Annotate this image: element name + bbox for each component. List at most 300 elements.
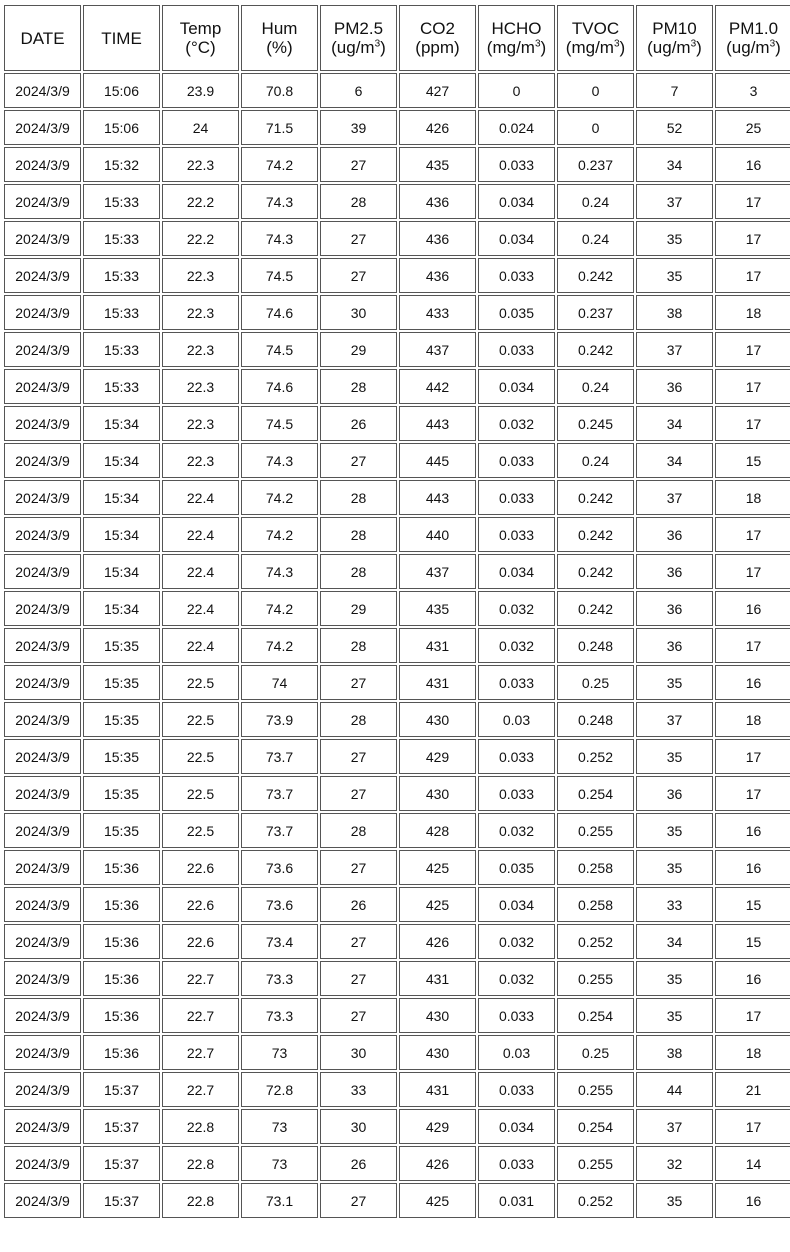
table-cell: 22.4 — [162, 554, 239, 589]
table-cell: 22.5 — [162, 739, 239, 774]
table-cell: 0.242 — [557, 258, 634, 293]
table-cell: 0.034 — [478, 369, 555, 404]
table-cell: 0.032 — [478, 813, 555, 848]
table-cell: 22.2 — [162, 184, 239, 219]
table-row — [4, 628, 790, 663]
table-cell: 15:36 — [83, 998, 160, 1033]
unit-exponent: 3 — [769, 38, 776, 50]
column-header-name: HCHO — [491, 19, 542, 38]
table-cell: 431 — [399, 665, 476, 700]
table-cell: 431 — [399, 628, 476, 663]
table-cell: 2024/3/9 — [4, 887, 81, 922]
unit-text: (ug/m — [331, 38, 375, 57]
table-cell: 27 — [320, 739, 397, 774]
unit-text: (%) — [266, 38, 293, 57]
table-cell: 442 — [399, 369, 476, 404]
table-cell: 15:35 — [83, 628, 160, 663]
table-cell: 30 — [320, 1035, 397, 1070]
table-cell: 443 — [399, 480, 476, 515]
table-cell: 15 — [715, 443, 790, 478]
table-cell: 34 — [636, 147, 713, 182]
table-cell: 21 — [715, 1072, 790, 1107]
table-cell: 15:35 — [83, 739, 160, 774]
column-header — [83, 5, 160, 71]
table-cell: 2024/3/9 — [4, 924, 81, 959]
table-header-row — [4, 5, 790, 71]
table-cell: 24 — [162, 110, 239, 145]
table-cell: 17 — [715, 1109, 790, 1144]
table-cell: 15:32 — [83, 147, 160, 182]
table-cell: 34 — [636, 924, 713, 959]
table-cell: 15:34 — [83, 554, 160, 589]
table-cell: 0.033 — [478, 517, 555, 552]
table-cell: 18 — [715, 1035, 790, 1070]
table-cell: 22.7 — [162, 1072, 239, 1107]
table-cell: 15:37 — [83, 1146, 160, 1181]
table-cell: 36 — [636, 591, 713, 626]
table-cell: 435 — [399, 591, 476, 626]
table-cell: 22.4 — [162, 591, 239, 626]
column-header-name: TIME — [101, 28, 142, 48]
table-cell: 22.3 — [162, 258, 239, 293]
column-header — [557, 5, 634, 71]
table-cell: 74.2 — [241, 517, 318, 552]
table-cell: 2024/3/9 — [4, 591, 81, 626]
column-header-name: PM10 — [652, 19, 697, 38]
table-cell: 426 — [399, 924, 476, 959]
table-cell: 37 — [636, 480, 713, 515]
table-cell: 15:36 — [83, 924, 160, 959]
table-cell: 0.033 — [478, 147, 555, 182]
table-cell: 25 — [715, 110, 790, 145]
table-cell: 17 — [715, 739, 790, 774]
table-cell: 38 — [636, 1035, 713, 1070]
table-row — [4, 739, 790, 774]
table-cell: 15:35 — [83, 702, 160, 737]
table-cell: 15:06 — [83, 73, 160, 108]
table-cell: 0.033 — [478, 480, 555, 515]
table-cell: 2024/3/9 — [4, 147, 81, 182]
column-header-name: TVOC — [571, 19, 620, 38]
table-cell: 15:36 — [83, 1035, 160, 1070]
table-cell: 35 — [636, 961, 713, 996]
table-cell: 74.5 — [241, 332, 318, 367]
table-cell: 27 — [320, 1183, 397, 1218]
table-cell: 17 — [715, 998, 790, 1033]
table-cell: 0.034 — [478, 554, 555, 589]
table-cell: 2024/3/9 — [4, 73, 81, 108]
table-cell: 2024/3/9 — [4, 739, 81, 774]
table-row — [4, 665, 790, 700]
table-cell: 15:33 — [83, 295, 160, 330]
table-cell: 3 — [715, 73, 790, 108]
table-cell: 74.5 — [241, 406, 318, 441]
unit-close: ) — [540, 38, 547, 57]
table-cell: 2024/3/9 — [4, 110, 81, 145]
table-cell: 74.6 — [241, 369, 318, 404]
table-cell: 0.237 — [557, 147, 634, 182]
table-cell: 27 — [320, 443, 397, 478]
table-cell: 22.4 — [162, 517, 239, 552]
column-header-unit — [400, 38, 475, 57]
table-cell: 26 — [320, 887, 397, 922]
table-cell: 0.033 — [478, 665, 555, 700]
table-cell: 22.7 — [162, 998, 239, 1033]
table-cell: 445 — [399, 443, 476, 478]
table-row — [4, 1109, 790, 1144]
table-cell: 425 — [399, 850, 476, 885]
table-cell: 0.252 — [557, 1183, 634, 1218]
table-cell: 430 — [399, 776, 476, 811]
table-row — [4, 184, 790, 219]
table-cell: 37 — [636, 702, 713, 737]
unit-text: (mg/m — [565, 38, 614, 57]
table-cell: 35 — [636, 813, 713, 848]
table-cell: 0.255 — [557, 1146, 634, 1181]
table-cell: 22.4 — [162, 480, 239, 515]
table-cell: 73.3 — [241, 961, 318, 996]
unit-close: ) — [696, 38, 702, 57]
table-cell: 440 — [399, 517, 476, 552]
table-cell: 37 — [636, 332, 713, 367]
table-cell: 429 — [399, 1109, 476, 1144]
table-cell: 0.032 — [478, 406, 555, 441]
table-cell: 30 — [320, 295, 397, 330]
table-cell: 15 — [715, 924, 790, 959]
table-cell: 36 — [636, 554, 713, 589]
table-cell: 28 — [320, 184, 397, 219]
table-cell: 0.237 — [557, 295, 634, 330]
table-cell: 0.254 — [557, 998, 634, 1033]
table-cell: 17 — [715, 221, 790, 256]
column-header — [636, 5, 713, 71]
table-cell: 0.033 — [478, 1146, 555, 1181]
table-cell: 16 — [715, 850, 790, 885]
table-cell: 0.032 — [478, 961, 555, 996]
table-cell: 425 — [399, 1183, 476, 1218]
table-cell: 37 — [636, 1109, 713, 1144]
table-cell: 27 — [320, 776, 397, 811]
unit-close: ) — [775, 38, 781, 57]
table-cell: 22.5 — [162, 776, 239, 811]
table-row — [4, 1183, 790, 1218]
unit-close: ) — [380, 38, 386, 57]
column-header — [4, 5, 81, 71]
table-cell: 2024/3/9 — [4, 184, 81, 219]
table-cell: 22.2 — [162, 221, 239, 256]
table-cell: 0.242 — [557, 332, 634, 367]
table-cell: 73 — [241, 1146, 318, 1181]
table-cell: 436 — [399, 221, 476, 256]
table-cell: 18 — [715, 295, 790, 330]
table-cell: 15:37 — [83, 1109, 160, 1144]
table-cell: 22.7 — [162, 1035, 239, 1070]
unit-text: (ug/m — [647, 38, 691, 57]
table-cell: 0.032 — [478, 591, 555, 626]
table-cell: 35 — [636, 739, 713, 774]
table-cell: 70.8 — [241, 73, 318, 108]
table-cell: 0.248 — [557, 628, 634, 663]
table-cell: 28 — [320, 480, 397, 515]
column-header-unit — [716, 38, 790, 57]
table-cell: 0.245 — [557, 406, 634, 441]
table-cell: 74.3 — [241, 221, 318, 256]
table-cell: 2024/3/9 — [4, 776, 81, 811]
table-cell: 28 — [320, 813, 397, 848]
column-header-unit — [321, 38, 396, 57]
table-cell: 15:36 — [83, 850, 160, 885]
table-cell: 0.258 — [557, 850, 634, 885]
table-cell: 0.03 — [478, 1035, 555, 1070]
table-row — [4, 73, 790, 108]
table-cell: 0 — [557, 110, 634, 145]
table-cell: 0.242 — [557, 554, 634, 589]
table-cell: 22.4 — [162, 628, 239, 663]
column-header-unit — [558, 38, 633, 57]
sensor-readings-sheet — [2, 3, 788, 1220]
table-row — [4, 591, 790, 626]
table-cell: 27 — [320, 924, 397, 959]
table-cell: 15:34 — [83, 406, 160, 441]
table-cell: 15:33 — [83, 258, 160, 293]
column-header — [241, 5, 318, 71]
table-row — [4, 1072, 790, 1107]
table-cell: 0.033 — [478, 739, 555, 774]
table-cell: 430 — [399, 1035, 476, 1070]
table-cell: 35 — [636, 665, 713, 700]
table-cell: 0.258 — [557, 887, 634, 922]
table-cell: 74.3 — [241, 184, 318, 219]
table-cell: 15:34 — [83, 480, 160, 515]
table-cell: 18 — [715, 702, 790, 737]
column-header — [478, 5, 555, 71]
table-cell: 2024/3/9 — [4, 369, 81, 404]
table-row — [4, 887, 790, 922]
table-cell: 16 — [715, 591, 790, 626]
table-cell: 2024/3/9 — [4, 702, 81, 737]
table-cell: 22.3 — [162, 295, 239, 330]
table-cell: 0 — [478, 73, 555, 108]
table-cell: 2024/3/9 — [4, 998, 81, 1033]
table-cell: 2024/3/9 — [4, 961, 81, 996]
table-cell: 2024/3/9 — [4, 850, 81, 885]
table-cell: 0.254 — [557, 776, 634, 811]
table-row — [4, 813, 790, 848]
table-cell: 34 — [636, 406, 713, 441]
unit-exponent: 3 — [534, 38, 541, 50]
table-cell: 22.6 — [162, 850, 239, 885]
table-row — [4, 776, 790, 811]
table-cell: 2024/3/9 — [4, 1109, 81, 1144]
column-header — [162, 5, 239, 71]
table-cell: 22.3 — [162, 147, 239, 182]
table-cell: 73.7 — [241, 739, 318, 774]
table-cell: 74.2 — [241, 628, 318, 663]
table-cell: 2024/3/9 — [4, 443, 81, 478]
table-cell: 18 — [715, 480, 790, 515]
table-cell: 16 — [715, 1183, 790, 1218]
table-cell: 0.255 — [557, 813, 634, 848]
table-cell: 0.242 — [557, 480, 634, 515]
table-cell: 52 — [636, 110, 713, 145]
table-cell: 2024/3/9 — [4, 221, 81, 256]
table-cell: 16 — [715, 813, 790, 848]
column-header-unit — [479, 38, 554, 57]
table-cell: 15:35 — [83, 813, 160, 848]
table-cell: 28 — [320, 517, 397, 552]
column-header-name: CO2 — [420, 19, 455, 38]
table-row — [4, 258, 790, 293]
table-cell: 74.2 — [241, 591, 318, 626]
table-cell: 0.24 — [557, 184, 634, 219]
table-cell: 17 — [715, 628, 790, 663]
table-cell: 425 — [399, 887, 476, 922]
table-cell: 2024/3/9 — [4, 665, 81, 700]
table-row — [4, 147, 790, 182]
table-cell: 2024/3/9 — [4, 1183, 81, 1218]
table-cell: 0.033 — [478, 258, 555, 293]
column-header-unit — [637, 38, 712, 57]
table-cell: 435 — [399, 147, 476, 182]
table-row — [4, 554, 790, 589]
table-cell: 22.8 — [162, 1109, 239, 1144]
table-cell: 27 — [320, 221, 397, 256]
table-cell: 17 — [715, 258, 790, 293]
table-cell: 0.033 — [478, 776, 555, 811]
table-cell: 22.6 — [162, 887, 239, 922]
table-cell: 0.242 — [557, 517, 634, 552]
table-cell: 22.3 — [162, 332, 239, 367]
table-cell: 0.031 — [478, 1183, 555, 1218]
table-row — [4, 480, 790, 515]
table-cell: 30 — [320, 1109, 397, 1144]
table-cell: 17 — [715, 184, 790, 219]
table-cell: 429 — [399, 739, 476, 774]
table-cell: 74.3 — [241, 443, 318, 478]
column-header-name: Hum — [261, 19, 298, 38]
table-cell: 73.7 — [241, 813, 318, 848]
table-cell: 22.7 — [162, 961, 239, 996]
table-cell: 2024/3/9 — [4, 295, 81, 330]
table-cell: 34 — [636, 443, 713, 478]
table-cell: 15 — [715, 887, 790, 922]
table-cell: 35 — [636, 258, 713, 293]
table-cell: 2024/3/9 — [4, 258, 81, 293]
table-cell: 36 — [636, 369, 713, 404]
column-header — [320, 5, 397, 71]
table-cell: 0.032 — [478, 924, 555, 959]
column-header-name: DATE — [20, 28, 65, 48]
table-cell: 35 — [636, 1183, 713, 1218]
column-header-unit — [163, 38, 238, 57]
table-cell: 74.3 — [241, 554, 318, 589]
unit-exponent: 3 — [374, 38, 381, 50]
table-cell: 0.24 — [557, 221, 634, 256]
table-cell: 44 — [636, 1072, 713, 1107]
table-cell: 35 — [636, 998, 713, 1033]
table-cell: 15:35 — [83, 776, 160, 811]
table-cell: 437 — [399, 554, 476, 589]
table-cell: 15:34 — [83, 591, 160, 626]
unit-close: ) — [619, 38, 626, 57]
table-cell: 16 — [715, 147, 790, 182]
table-cell: 17 — [715, 554, 790, 589]
table-cell: 437 — [399, 332, 476, 367]
table-cell: 426 — [399, 110, 476, 145]
table-cell: 0.034 — [478, 887, 555, 922]
table-cell: 431 — [399, 961, 476, 996]
table-cell: 27 — [320, 665, 397, 700]
table-cell: 73 — [241, 1109, 318, 1144]
air-quality-table — [2, 3, 790, 1220]
table-cell: 2024/3/9 — [4, 628, 81, 663]
table-cell: 7 — [636, 73, 713, 108]
unit-exponent: 3 — [613, 38, 620, 50]
table-row — [4, 295, 790, 330]
table-cell: 15:34 — [83, 443, 160, 478]
table-cell: 428 — [399, 813, 476, 848]
table-cell: 27 — [320, 258, 397, 293]
table-cell: 22.5 — [162, 813, 239, 848]
table-cell: 430 — [399, 998, 476, 1033]
table-cell: 22.5 — [162, 665, 239, 700]
table-cell: 430 — [399, 702, 476, 737]
table-row — [4, 443, 790, 478]
table-cell: 22.6 — [162, 924, 239, 959]
column-header-unit — [242, 38, 317, 57]
table-cell: 436 — [399, 184, 476, 219]
table-cell: 28 — [320, 554, 397, 589]
table-row — [4, 924, 790, 959]
table-cell: 6 — [320, 73, 397, 108]
table-cell: 0.248 — [557, 702, 634, 737]
table-row — [4, 998, 790, 1033]
table-cell: 431 — [399, 1072, 476, 1107]
table-cell: 22.8 — [162, 1146, 239, 1181]
table-cell: 0.035 — [478, 295, 555, 330]
table-cell: 38 — [636, 295, 713, 330]
table-cell: 22.3 — [162, 369, 239, 404]
table-cell: 74.5 — [241, 258, 318, 293]
table-cell: 0.034 — [478, 221, 555, 256]
table-cell: 22.8 — [162, 1183, 239, 1218]
table-cell: 15:36 — [83, 887, 160, 922]
table-cell: 73.1 — [241, 1183, 318, 1218]
table-cell: 17 — [715, 776, 790, 811]
table-cell: 71.5 — [241, 110, 318, 145]
unit-text: (°C) — [185, 38, 216, 57]
table-cell: 73.6 — [241, 850, 318, 885]
table-cell: 2024/3/9 — [4, 406, 81, 441]
table-cell: 2024/3/9 — [4, 480, 81, 515]
table-cell: 74.6 — [241, 295, 318, 330]
table-cell: 29 — [320, 591, 397, 626]
table-row — [4, 406, 790, 441]
table-cell: 15:33 — [83, 221, 160, 256]
column-header-name: PM2.5 — [333, 19, 384, 38]
table-row — [4, 850, 790, 885]
table-cell: 74.2 — [241, 480, 318, 515]
table-cell: 37 — [636, 184, 713, 219]
table-row — [4, 702, 790, 737]
table-cell: 22.3 — [162, 443, 239, 478]
table-cell: 0.254 — [557, 1109, 634, 1144]
unit-exponent: 3 — [690, 38, 697, 50]
table-cell: 0.24 — [557, 443, 634, 478]
column-header — [399, 5, 476, 71]
table-cell: 0.242 — [557, 591, 634, 626]
table-cell: 36 — [636, 628, 713, 663]
